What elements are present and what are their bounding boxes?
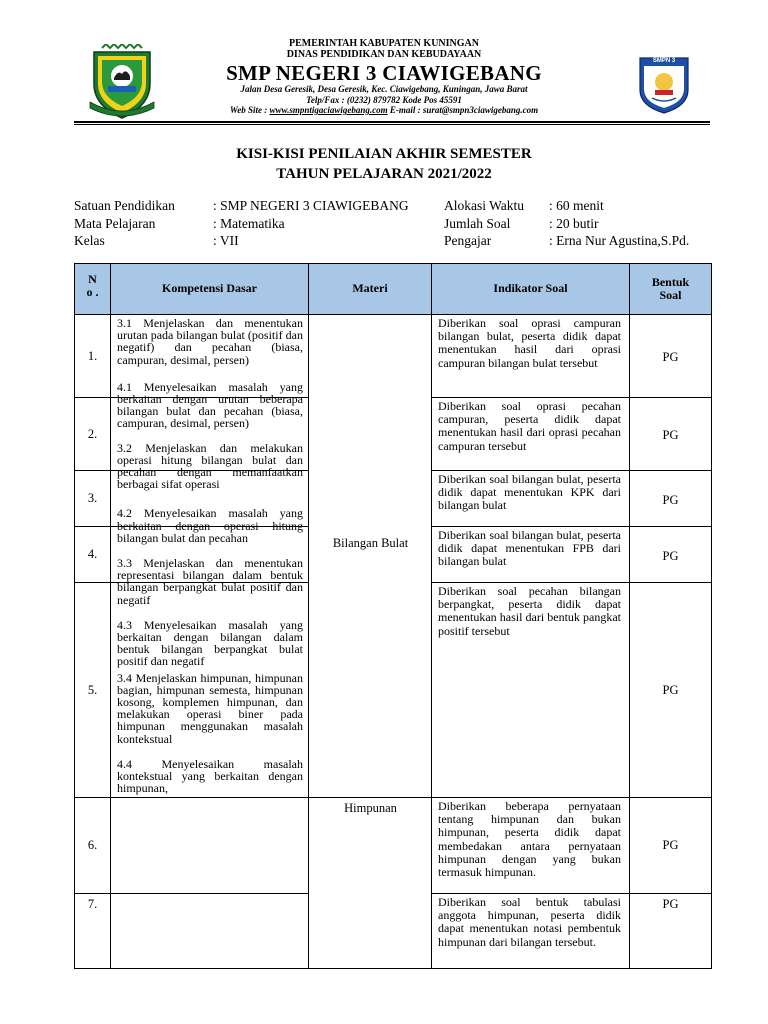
jumlah-value: : 20 butir bbox=[549, 216, 599, 231]
waktu-label: Alokasi Waktu bbox=[444, 198, 525, 213]
materi-cell bbox=[309, 315, 432, 798]
kd-cell bbox=[111, 798, 309, 894]
satuan-label: Satuan Pendidikan bbox=[74, 198, 175, 213]
kd-cell bbox=[111, 894, 309, 969]
header-rule-thin bbox=[74, 124, 710, 125]
row-number: 3. bbox=[75, 471, 111, 527]
document-title: KISI-KISI PENILAIAN AKHIR SEMESTER bbox=[236, 146, 532, 162]
pengajar-label: Pengajar bbox=[444, 233, 492, 248]
row-number: 5. bbox=[75, 583, 111, 798]
indikator-soal: Diberikan soal bilangan bulat, peserta didik dapat menentukan KPK dari bilangan bulat bbox=[432, 471, 630, 527]
bentuk-soal: PG bbox=[630, 315, 712, 398]
mapel-value: : Matematika bbox=[213, 216, 285, 231]
header-rule-thick bbox=[74, 121, 710, 123]
indikator-soal: Diberikan soal bilangan bulat, peserta didik dapat menentukan FPB dari bilangan bulat bbox=[432, 527, 630, 583]
government-name: PEMERINTAH KABUPATEN KUNINGAN bbox=[288, 38, 479, 49]
school-phone: Telp/Fax : (0232) 879782 Kode Pos 45591 bbox=[306, 95, 462, 105]
materi-bilangan-bulat: Bilangan Bulat bbox=[332, 536, 409, 550]
logo-caption: SMPN 3 bbox=[652, 58, 676, 64]
header-indikator: Indikator Soal bbox=[432, 264, 630, 315]
bentuk-soal: PG bbox=[630, 471, 712, 527]
website-link[interactable]: www.smpntigaciawigebang.com bbox=[269, 105, 388, 115]
row-number: 1. bbox=[75, 315, 111, 398]
kd-item: 3.1 Menjelaskan dan menentukan urutan pada bilangan bulat (positif dan negatif) dan pecahan (biasa, campuran, desimal, persen) bbox=[117, 316, 303, 367]
materi-cell bbox=[309, 798, 432, 969]
document-subtitle: TAHUN PELAJARAN 2021/2022 bbox=[276, 166, 492, 182]
row-number-cell bbox=[75, 894, 111, 969]
kd-item: 3.2 Menjelaskan dan melakukan operasi hitung bilangan bulat dan pecahan dengan memanfaatkan berbagai sifat operasi bbox=[117, 440, 303, 492]
email-text: E-mail : surat@smpn3ciawigebang.com bbox=[387, 105, 539, 115]
waktu-value: : 60 menit bbox=[549, 198, 604, 213]
bentuk-soal: PG bbox=[630, 583, 712, 798]
school-name: SMP NEGERI 3 CIAWIGEBANG bbox=[226, 61, 542, 85]
satuan-value: : SMP NEGERI 3 CIAWIGEBANG bbox=[213, 198, 409, 213]
indikator-soal: Diberikan soal bentuk tabulasi anggota himpunan, peserta didik dapat menentukan notasi pembentuk himpunan dari bilangan tersebut. bbox=[432, 894, 630, 969]
kd-item: 4.3 Menyelesaikan masalah yang berkaitan dengan bilangan dalam bentuk bilangan berpangkat bulat positif dan negatif bbox=[117, 617, 303, 669]
indikator-soal: Diberikan soal pecahan bilangan berpangkat, peserta didik dapat menentukan hasil dari bentuk pangkat positif tersebut bbox=[432, 583, 630, 798]
bentuk-soal: PG bbox=[630, 894, 712, 969]
indikator-soal: Diberikan beberapa pernyataan tentang himpunan dan bukan himpunan, peserta didik dapat membedakan antara pernyataan himpunan dengan yang bukan termasuk himpunan. bbox=[432, 798, 630, 894]
pengajar-value: : Erna Nur Agustina,S.Pd. bbox=[549, 233, 690, 248]
indikator-soal: Diberikan soal oprasi campuran bilangan bulat, peserta didik dapat menentukan hasil dari oprasi campuran bilangan bulat tersebut bbox=[432, 315, 630, 398]
header-bentuk-soal: Bentuk Soal bbox=[630, 264, 712, 315]
header-kompetensi-dasar: Kompetensi Dasar bbox=[111, 264, 309, 315]
kd-item: 4.4 Menyelesaikan masalah kontekstual yang berkaitan dengan himpunan, bbox=[117, 756, 303, 796]
bentuk-soal: PG bbox=[630, 527, 712, 583]
school-contact bbox=[0, 106, 768, 115]
school-address: Jalan Desa Geresik, Desa Geresik, Kec. Ciawigebang, Kuningan, Jawa Barat bbox=[240, 84, 528, 94]
kd-item: 3.3 Menjelaskan dan menentukan representasi bilangan dalam bentuk bilangan berpangkat bulat positif dan negatif bbox=[117, 556, 303, 607]
kelas-label: Kelas bbox=[74, 233, 105, 248]
department-name: DINAS PENDIDIKAN DAN KEBUDAYAAN bbox=[286, 49, 482, 60]
kelas-value: : VII bbox=[213, 233, 239, 248]
kd-item: 4.2 Menyelesaikan masalah yang berkaitan dengan operasi hitung bilangan bulat dan pecahan bbox=[117, 506, 303, 545]
bentuk-soal: PG bbox=[630, 398, 712, 471]
header-materi: Materi bbox=[309, 264, 432, 315]
row-number: 4. bbox=[75, 527, 111, 583]
row-number: 6. bbox=[75, 798, 111, 894]
row-number: 2. bbox=[75, 398, 111, 471]
kompetensi-dasar-text bbox=[117, 317, 303, 795]
materi-himpunan: Himpunan bbox=[344, 801, 397, 815]
mapel-label: Mata Pelajaran bbox=[74, 216, 156, 231]
kisi-kisi-table bbox=[74, 263, 712, 969]
bentuk-soal: PG bbox=[630, 798, 712, 894]
jumlah-label: Jumlah Soal bbox=[444, 216, 511, 231]
row-number: 7. bbox=[87, 896, 98, 911]
web-label: Web Site : bbox=[229, 105, 270, 115]
indikator-soal: Diberikan soal oprasi pecahan campuran, peserta didik dapat menentukan hasil dari oprasi pecahan campuran tersebut bbox=[432, 398, 630, 471]
kd-item: 4.1 Menyelesaikan masalah yang berkaitan dengan urutan beberapa bilangan bulat dan pecahan (biasa, campuran, desimal, persen) bbox=[117, 379, 303, 431]
header-no: No . bbox=[75, 264, 111, 315]
kd-item: 3.4 Menjelaskan himpunan, himpunan bagian, himpunan semesta, himpunan kosong, komplemen himpunan, dan melakukan operasi biner pada himpunan menggunakan masalah kontekstual bbox=[117, 670, 303, 746]
